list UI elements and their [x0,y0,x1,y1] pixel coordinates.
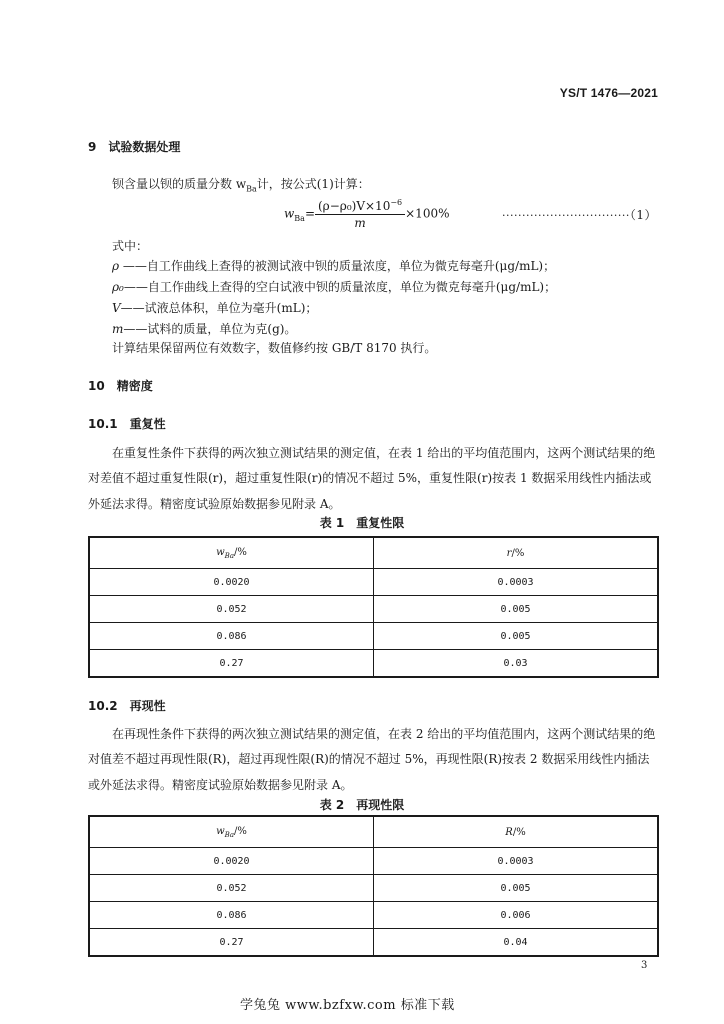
section-title: 精密度 [116,379,153,393]
table-cell: 0.005 [374,596,659,623]
standard-number: YS/T 1476—2021 [559,86,658,100]
formula-fraction: $\frac{(\rho-\rho_0)V\times 10^{-6}}{m}$ [315,198,405,230]
column-header-wba: $w_{Ba}/\%$ [89,816,374,848]
table-cell: 0.0003 [374,569,659,596]
section-10-2-heading [88,697,166,714]
table-cell: 0.0003 [374,848,659,875]
section-number: 10.2 [88,699,118,713]
definition-m: m——试料的质量，单位为克(g)。 [112,322,297,336]
table-row [89,623,658,650]
column-header-R: R/% [374,816,659,848]
table-cell: 0.086 [89,902,374,929]
section-number: 10 [88,379,105,393]
table-cell: 0.0020 [89,848,374,875]
table-2-caption: 表 2 再现性限 [319,798,405,812]
table-cell: 0.052 [89,596,374,623]
table-cell: 0.086 [89,623,374,650]
table-row [89,848,658,875]
section-10-2-paragraph: 在再现性条件下获得的两次独立测试结果的测定值，在表 2 给出的平均值范围内，这两个测试结果的绝对值差不超过再现性限(R)，超过再现性限(R)的情况不超过 5%，再现性限(R)按表 2 数据采用线性内插法或外延法求得。精密度试验原始数据参见附录 A。 [88,727,656,792]
footer-watermark[interactable]: 学兔兔 www.bzfxw.com 标准下载 [240,998,455,1013]
table-cell: 0.005 [374,623,659,650]
definition-v: V——试液总体积，单位为毫升(mL)； [112,301,318,315]
formula-1: $w_{Ba}=$ $\frac{(\rho-\rho_0)V\times 10^{-6}}{m}$ ×100% [284,198,450,230]
definition-rho0: ρ₀——自工作曲线上查得的空白试液中钡的质量浓度，单位为微克每毫升(μg/mL)； [112,280,557,294]
section-10-heading [88,377,153,394]
section-title: 试验数据处理 [108,140,181,154]
table-1-repeatability [88,536,659,678]
result-note: 计算结果保留两位有效数字，数值修约按 GB/T 8170 执行。 [112,341,437,355]
section-number: 10.1 [88,417,118,431]
table-header-row [89,537,658,569]
table-cell: 0.27 [89,650,374,678]
section-title: 重复性 [129,417,166,431]
section-10-1-heading [88,415,166,432]
table-cell: 0.0020 [89,569,374,596]
where-label: 式中： [112,239,149,253]
section-10-1-paragraph: 在重复性条件下获得的两次独立测试结果的测定值，在表 1 给出的平均值范围内，这两个测试结果的绝对差值不超过重复性限(r)，超过重复性限(r)的情况不超过 5%，重复性限(r)按表 1 数据采用线性内插法或外延法求得。精密度试验原始数据参见附录 A。 [88,446,656,511]
page-number: 3 [641,960,648,971]
section-number: 9 [88,140,97,154]
table-row [89,902,658,929]
table-row [89,929,658,957]
table-row [89,569,658,596]
section-title: 再现性 [129,699,166,713]
column-header-r: r/% [374,537,659,569]
column-header-wba: $w_{Ba}/\%$ [89,537,374,569]
table-cell: 0.03 [374,650,659,678]
formula-leader: ································（1） [502,208,658,222]
definition-rho: ρ ——自工作曲线上查得的被测试液中钡的质量浓度，单位为微克每毫升(μg/mL)； [112,259,556,273]
section-9-intro: 钡含量以钡的质量分数 $w_{Ba}$计，按公式(1)计算： [112,177,370,194]
table-row [89,650,658,678]
table-cell: 0.005 [374,875,659,902]
table-row [89,596,658,623]
section-9-heading [88,138,180,155]
table-1-caption: 表 1 重复性限 [319,516,405,530]
table-header-row [89,816,658,848]
table-cell: 0.052 [89,875,374,902]
table-row [89,875,658,902]
table-2-reproducibility [88,815,659,957]
table-cell: 0.006 [374,902,659,929]
table-cell: 0.27 [89,929,374,957]
table-cell: 0.04 [374,929,659,957]
formula-label: （1） [629,208,658,222]
